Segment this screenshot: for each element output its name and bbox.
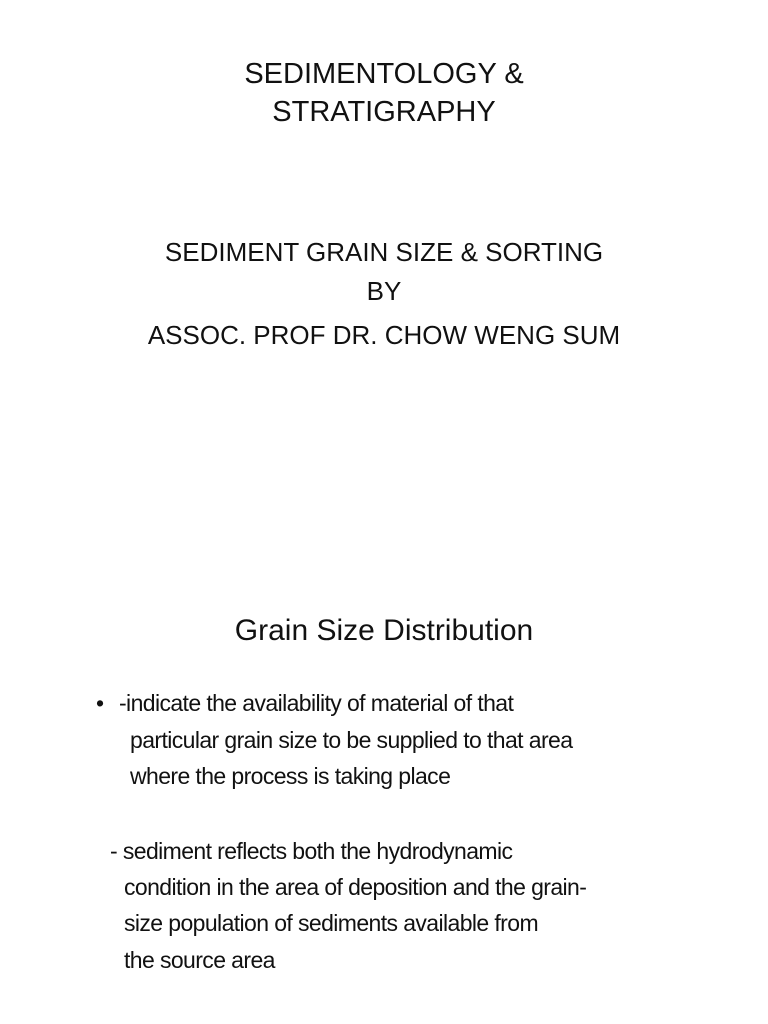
title-line-2: STRATIGRAPHY [272,96,496,128]
paragraph1-line-3: where the process is taking place [130,763,451,789]
section-heading: Grain Size Distribution [234,614,534,647]
bullet-icon: • [96,690,104,716]
paragraph2-line-1: - sediment reflects both the hydrodynamic [110,838,513,864]
subtitle-line-1: SEDIMENT GRAIN SIZE & SORTING [164,237,604,267]
subtitle-line-2: BY [366,276,402,306]
paragraph1-line-1: -indicate the availability of material of that [119,690,514,716]
paragraph1-line-2: particular grain size to be supplied to that area [130,727,573,753]
paragraph2-line-3: size population of sediments available from [124,910,538,936]
paragraph2-line-2: condition in the area of deposition and the grain- [124,874,587,900]
title-line-1: SEDIMENTOLOGY & [244,58,524,90]
author-line: ASSOC. PROF DR. CHOW WENG SUM [147,320,621,350]
paragraph2-line-4: the source area [124,947,275,973]
